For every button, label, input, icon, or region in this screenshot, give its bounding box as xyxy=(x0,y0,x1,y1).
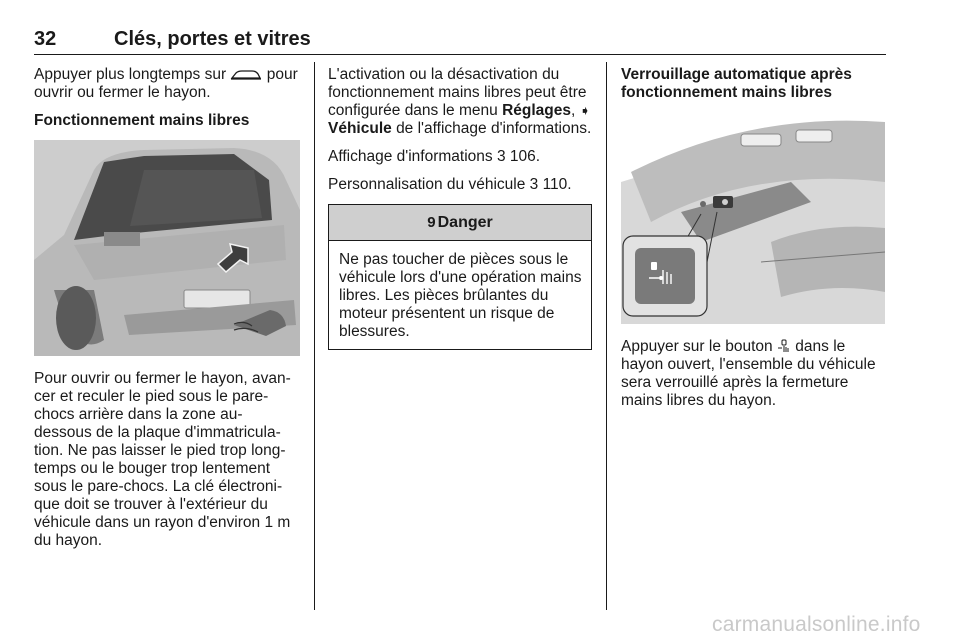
hands-free-car-illustration xyxy=(34,140,300,356)
hands-free-description: Pour ouvrir ou fermer le hayon, avancer et reculer le pied sous le pare-chocs arrière dans la zone au-dessous de la plaque d'immatriculation. Ne pas laisser le pied trop longtemps ou le bouger trop lentement sous le pare-chocs. La clé électronique doit se trouver à l'extérieur du véhicule dans un rayon d'environ 1 m du hayon. xyxy=(34,370,291,549)
page-number: 32 xyxy=(34,28,57,50)
column-3 xyxy=(621,66,887,420)
car-key-icon xyxy=(230,69,262,81)
auto-lock-heading: Verrouillage automatique après fonctionnement mains libres xyxy=(621,66,852,101)
menu-settings-label: Réglages xyxy=(502,102,571,119)
hands-free-heading: Fonctionnement mains libres xyxy=(34,112,250,129)
watermark: carmanualsonline.info xyxy=(712,613,921,636)
menu-vehicle-label: Véhicule xyxy=(328,120,392,137)
chapter-title: Clés, portes et vitres xyxy=(114,28,311,50)
tailgate-lock-button-illustration xyxy=(621,112,885,324)
danger-text: Ne pas toucher de pièces sous le véhicule lors d'une opération mains libres. Les pièces brûlantes du moteur présentent un risque de blessures. xyxy=(339,251,582,340)
intro-paragraph: Appuyer plus longtemps sur pour ouvrir ou fermer le hayon. xyxy=(34,66,298,101)
reference-info-display: Affichage d'informations 3 106. xyxy=(328,148,541,165)
danger-warning-box xyxy=(328,204,592,350)
danger-title: Danger xyxy=(437,214,493,231)
danger-header xyxy=(329,205,591,241)
column-2 xyxy=(328,66,592,350)
page-header xyxy=(34,28,886,55)
page-ref-icon: 3 xyxy=(496,148,506,165)
column-1 xyxy=(34,66,300,560)
page-ref-icon: 3 xyxy=(529,176,539,193)
reference-personalization: Personnalisation du véhicule 3 110. xyxy=(328,176,572,193)
lock-button-icon xyxy=(777,339,791,353)
warning-triangle-icon: 9 xyxy=(427,214,436,231)
column-divider-1 xyxy=(314,62,315,610)
menu-arrow-icon: ➧ xyxy=(579,103,591,118)
auto-lock-description: Appuyer sur le bouton dans le hayon ouvert, l'ensemble du véhicule sera verrouillé après la fermeture mains libres du hayon. xyxy=(621,338,876,409)
settings-paragraph: L'activation ou la désactivation du fonctionnement mains libres peut être configurée dans le menu Réglages, ➧ Véhicule de l'affichage d'informations. xyxy=(328,66,592,137)
column-divider-2 xyxy=(606,62,607,610)
